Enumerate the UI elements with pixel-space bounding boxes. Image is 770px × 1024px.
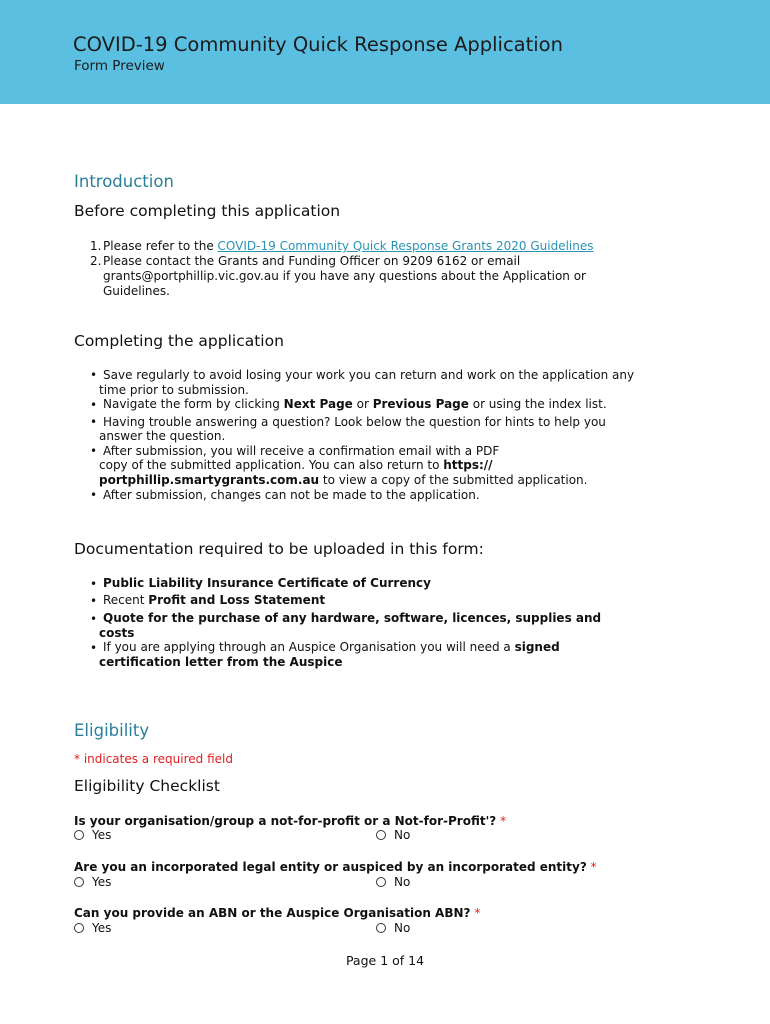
required-asterisk: * — [474, 906, 481, 920]
completing-bullet-3-line-1: Having trouble answering a question? Look below the question for hints to help you — [103, 415, 606, 429]
q3-yes-label: Yes — [92, 921, 112, 935]
q3-no-label: No — [394, 921, 411, 935]
bullet-icon: • — [90, 488, 98, 502]
q2-yes-label: Yes — [92, 875, 112, 889]
bullet-icon: • — [90, 612, 98, 626]
previous-page-label: Previous Page — [372, 397, 469, 411]
q3-no-option[interactable] — [376, 921, 410, 936]
question-abn — [74, 906, 480, 921]
guidelines-link[interactable]: COVID-19 Community Quick Response Grants 2020 Guidelines — [217, 239, 594, 253]
question-incorporated-entity — [74, 860, 597, 875]
q1-no-label: No — [394, 828, 411, 842]
doc-item-4-bold: signed — [514, 640, 560, 654]
q1-no-option[interactable] — [376, 828, 410, 843]
completing-bullet-4-line-1: After submission, you will receive a confirmation email with a PDF — [103, 444, 500, 458]
intro-item-2-line-3: Guidelines. — [103, 284, 170, 298]
doc-item-2-prefix: Recent — [103, 593, 149, 607]
doc-item-4-prefix: If you are applying through an Auspice Organisation you will need a — [103, 640, 515, 654]
completing-bullet-5: After submission, changes can not be made to the application. — [103, 488, 480, 502]
question-not-for-profit — [74, 814, 506, 829]
doc-item-1 — [103, 576, 431, 591]
doc-item-3-bold: Quote for the purchase of any hardware, software, licences, supplies and — [103, 611, 602, 625]
bullet-icon: • — [90, 641, 98, 655]
bullet-4-line-2-text: copy of the submitted application. You can also return to — [99, 458, 444, 472]
q2-no-label: No — [394, 875, 411, 889]
page-number: Page 1 of 14 — [345, 953, 425, 968]
doc-item-4-line-1 — [103, 640, 560, 655]
doc-item-3-line-1 — [103, 611, 601, 626]
completing-heading: Completing the application — [74, 332, 284, 350]
bullet-2-suffix: or using the index list. — [468, 397, 607, 411]
bullet-icon: • — [90, 577, 98, 591]
header-banner — [0, 0, 770, 104]
completing-bullet-1-line-1: Save regularly to avoid losing your work you can return and work on the application any — [103, 368, 635, 382]
eligibility-checklist-heading: Eligibility Checklist — [74, 777, 220, 795]
q1-yes-label: Yes — [92, 828, 112, 842]
doc-item-4-bold-2: certification letter from the Auspice — [99, 655, 343, 669]
completing-bullet-1-line-2: time prior to submission. — [99, 383, 249, 397]
bullet-2-prefix: Navigate the form by clicking — [103, 397, 284, 411]
q2-no-option[interactable] — [376, 875, 410, 890]
radio-icon[interactable] — [376, 830, 386, 840]
question-3-text: Can you provide an ABN or the Auspice Organisation ABN? — [74, 906, 471, 920]
completing-bullet-4-line-2 — [99, 458, 493, 473]
bullet-icon: • — [90, 398, 98, 412]
eligibility-title: Eligibility — [74, 721, 150, 740]
q3-yes-option[interactable] — [74, 921, 111, 936]
intro-item-2-line-1: Please contact the Grants and Funding Officer on 9209 6162 or email — [103, 254, 521, 268]
bullet-icon: • — [90, 415, 98, 429]
bullet-icon: • — [90, 444, 98, 458]
doc-item-2 — [103, 593, 325, 608]
bullet-icon: • — [90, 594, 98, 608]
doc-item-2-bold: Profit and Loss Statement — [148, 593, 326, 607]
required-asterisk: * — [500, 814, 507, 828]
doc-item-3-bold-2: costs — [99, 626, 135, 640]
required-asterisk: * — [590, 860, 597, 874]
portal-url-part-1: https:// — [443, 458, 493, 472]
portal-url-part-2: portphillip.smartygrants.com.au — [99, 473, 320, 487]
q2-yes-option[interactable] — [74, 875, 111, 890]
intro-item-1 — [103, 239, 593, 254]
intro-item-1-prefix: Please refer to the — [103, 239, 218, 253]
radio-icon[interactable] — [376, 923, 386, 933]
bullet-icon: • — [90, 368, 98, 382]
documentation-heading: Documentation required to be uploaded in this form: — [74, 540, 484, 558]
radio-icon[interactable] — [74, 923, 84, 933]
doc-item-3-line-2 — [99, 626, 134, 641]
radio-icon[interactable] — [74, 877, 84, 887]
radio-icon[interactable] — [74, 830, 84, 840]
completing-bullet-4-line-3 — [99, 473, 587, 488]
bullet-4-line-3-text: to view a copy of the submitted application. — [319, 473, 588, 487]
before-completing-heading: Before completing this application — [74, 202, 341, 220]
doc-item-4-line-2 — [99, 655, 343, 670]
question-1-text: Is your organisation/group a not-for-profit or a Not-for-Profit'? — [74, 814, 497, 828]
intro-item-2-line-2: grants@portphillip.vic.gov.au if you have any questions about the Application or — [103, 269, 586, 283]
q1-yes-option[interactable] — [74, 828, 111, 843]
completing-bullet-2 — [103, 397, 607, 412]
form-title: COVID-19 Community Quick Response Application — [73, 33, 563, 56]
introduction-title: Introduction — [74, 172, 174, 191]
bullet-2-mid: or — [352, 397, 373, 411]
completing-bullet-3-line-2: answer the question. — [99, 429, 226, 443]
required-field-note: * indicates a required field — [74, 752, 233, 766]
form-subtitle: Form Preview — [74, 58, 165, 74]
intro-item-1-number: 1. — [90, 239, 102, 253]
intro-item-2-number: 2. — [90, 254, 102, 268]
doc-item-1-text: Public Liability Insurance Certificate of Currency — [103, 576, 431, 590]
question-2-text: Are you an incorporated legal entity or auspiced by an incorporated entity? — [74, 860, 587, 874]
next-page-label: Next Page — [283, 397, 353, 411]
radio-icon[interactable] — [376, 877, 386, 887]
